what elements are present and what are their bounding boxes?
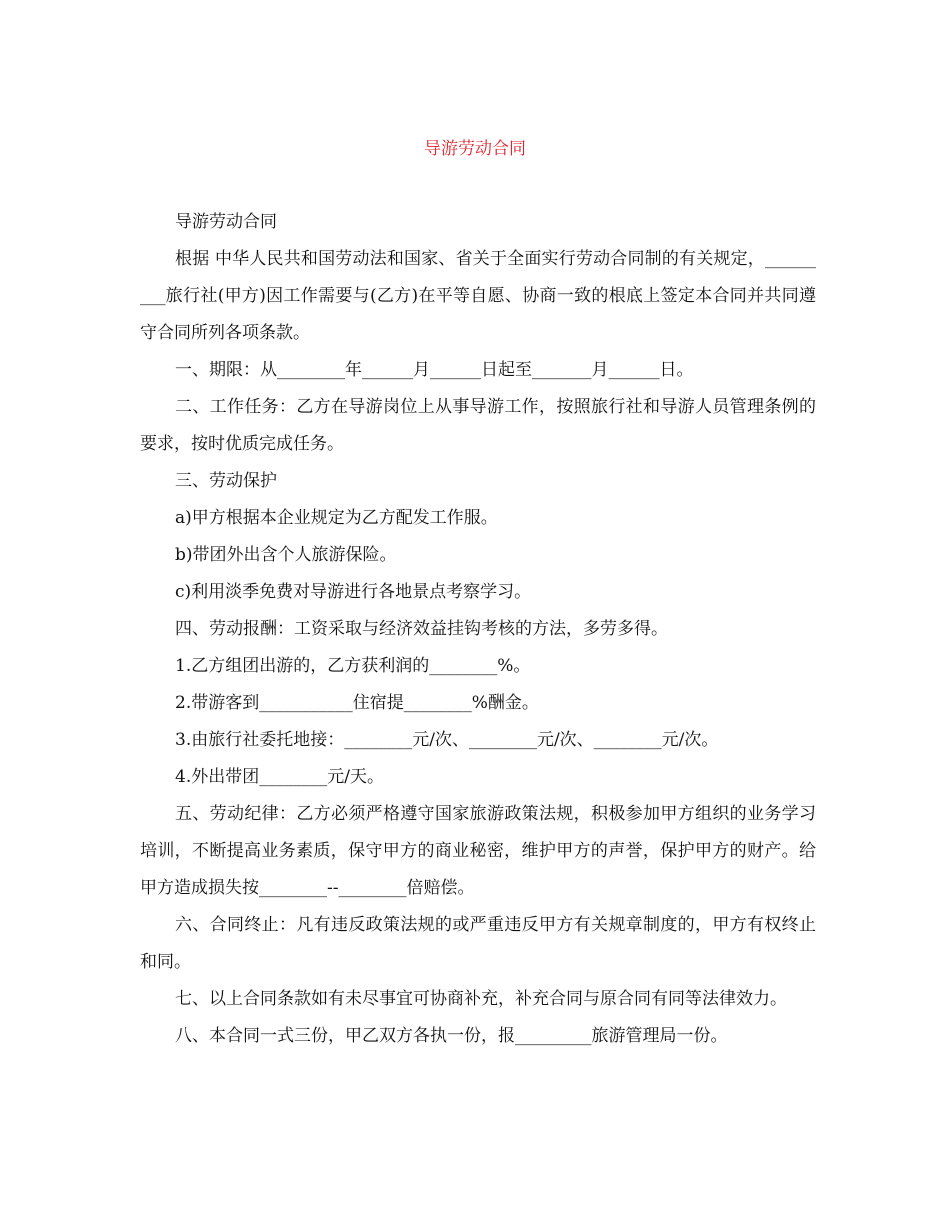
paragraph-copies: 八、本合同一式三份，甲乙双方各执一份，报_________旅游管理局一份。	[175, 1026, 728, 1046]
paragraph-termination: 六、合同终止：凡有违反政策法规的或严重违反甲方有关规章制度的，甲方有权终止和同。	[140, 915, 816, 972]
paragraph-remuneration-3: 3.由旅行社委托地接：________元/次、________元/次、________元/次。	[175, 730, 719, 750]
paragraph-protection-c: c)利用淡季免费对导游进行各地景点考察学习。	[175, 582, 532, 602]
paragraph-protection-b: b)带团外出含个人旅游保险。	[175, 545, 397, 565]
document-body	[140, 204, 816, 1055]
paragraph-protection: 三、劳动保护	[175, 471, 277, 491]
paragraph-protection-a: a)甲方根据本企业规定为乙方配发工作服。	[175, 508, 498, 528]
paragraph-term: 一、期限：从________年______月______日起至_______月______日。	[175, 360, 694, 380]
paragraph-discipline: 五、劳动纪律：乙方必须严格遵守国家旅游政策法规，积极参加甲方组织的业务学习培训，不断提高业务素质，保守甲方的商业秘密，维护甲方的声誉，保护甲方的财产。给甲方造成损失按________--________倍赔偿。	[140, 804, 816, 898]
paragraph-supplement: 七、以上合同条款如有未尽事宜可协商补充，补充合同与原合同有同等法律效力。	[175, 989, 787, 1009]
paragraph-remuneration-4: 4.外出带团________元/天。	[175, 767, 384, 787]
paragraph-duties: 二、工作任务：乙方在导游岗位上从事导游工作，按照旅行社和导游人员管理条例的要求，按时优质完成任务。	[140, 397, 816, 454]
document-title: 导游劳动合同	[424, 139, 526, 159]
paragraph-preamble: 根据 中华人民共和国劳动法和国家、省关于全面实行劳动合同制的有关规定，_________旅行社(甲方)因工作需要与(乙方)在平等自愿、协商一致的根底上签定本合同并共同遵守合同所列各项条款。	[140, 249, 816, 343]
paragraph-remuneration-2: 2.带游客到___________住宿提________%酬金。	[175, 693, 539, 713]
paragraph-heading: 导游劳动合同	[175, 212, 277, 232]
paragraph-remuneration: 四、劳动报酬：工资采取与经济效益挂钩考核的方法，多劳多得。	[175, 619, 668, 639]
paragraph-remuneration-1: 1.乙方组团出游的，乙方获利润的________%。	[175, 656, 531, 676]
